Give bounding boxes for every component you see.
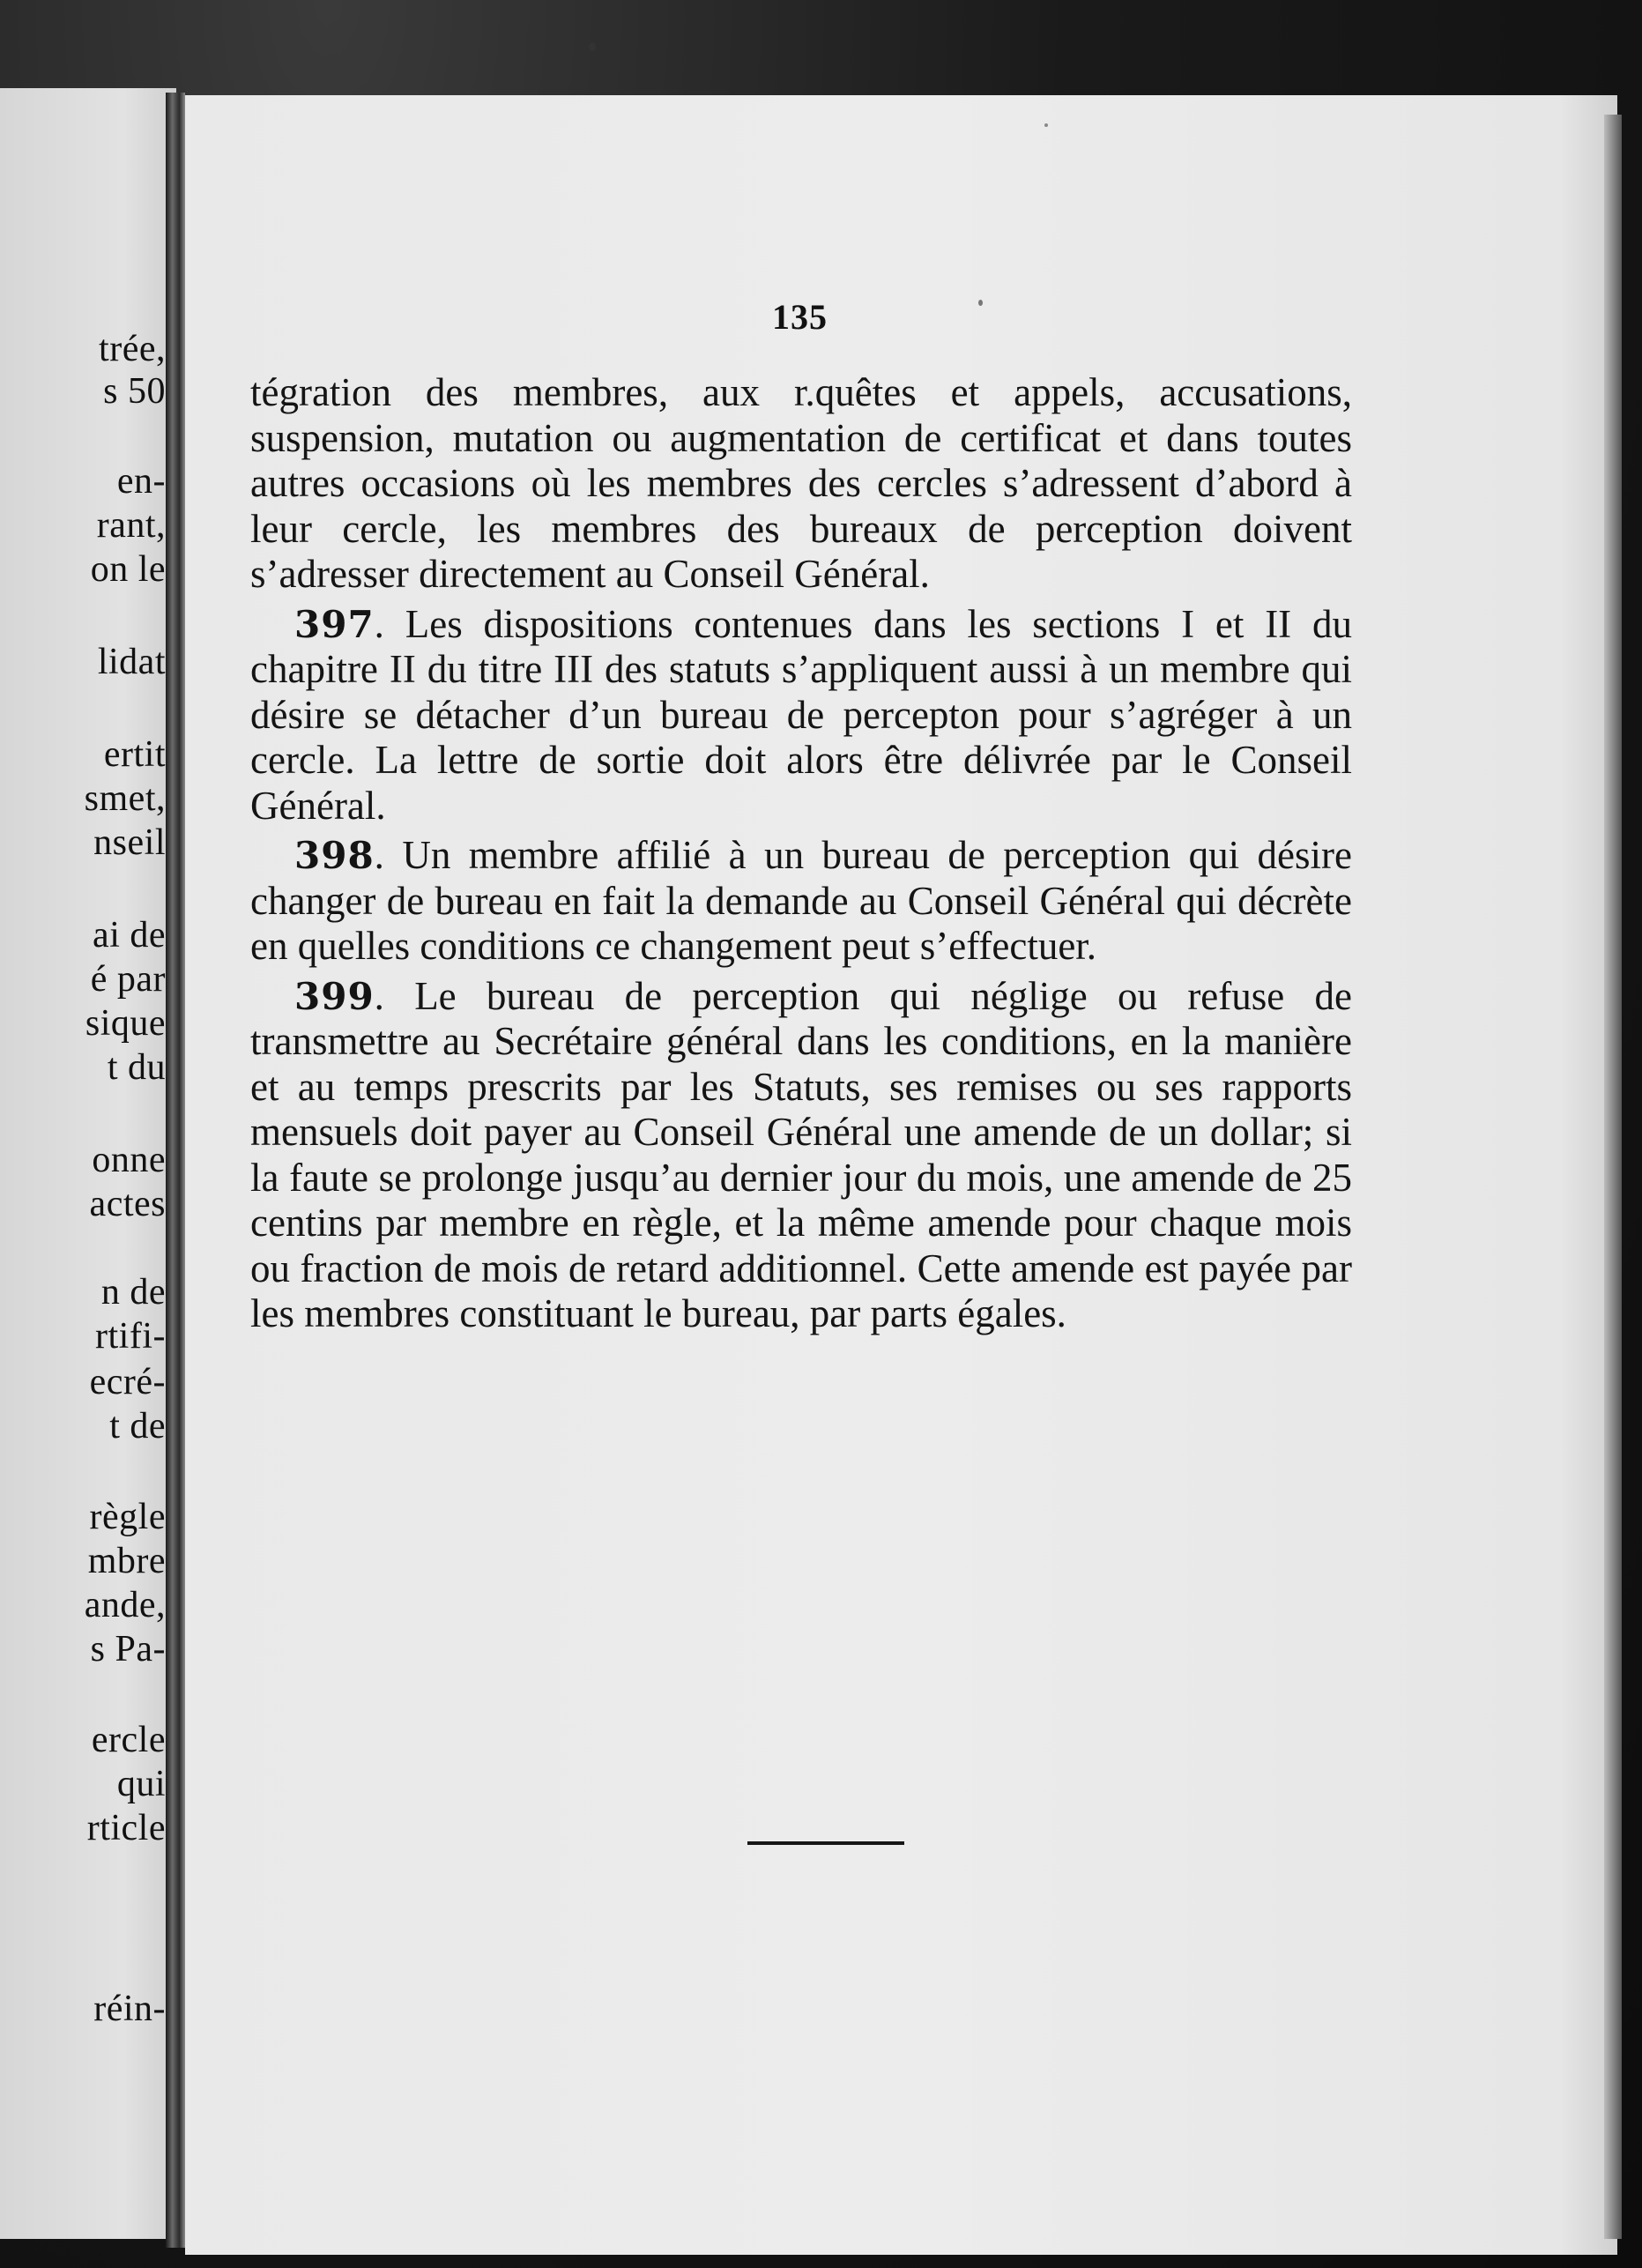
paragraph-text: . Le bureau de perception qui néglige ou refuse de transmettre au Secrétaire général dans les conditions, en la manière et au temps prescrits par les Statuts, ses remises ou ses rapports mensuels doit payer au Conseil Général une amende de un dollar; si la faute se prolonge jusqu’au dernier jour du mois, une amende de 25 centins par membre en règle, et la même amende pour chaque mois ou fraction de mois de retard additionnel. Cette amende est payée par les membres constituant le bureau, par parts égales. bbox=[250, 973, 1352, 1335]
fragment-line: s 50 bbox=[103, 371, 166, 412]
fragment-line: en- bbox=[116, 461, 166, 502]
fragment-line: n de bbox=[100, 1272, 166, 1312]
fragment-line: onne bbox=[92, 1140, 166, 1180]
fragment-line: é par bbox=[90, 959, 166, 1000]
fragment-line: mbre bbox=[87, 1541, 166, 1581]
article-399 bbox=[250, 974, 1352, 1337]
fragment-line: rticle bbox=[86, 1808, 166, 1848]
fragment-line: ai de bbox=[93, 915, 166, 956]
fragment-line: s Pa- bbox=[90, 1629, 166, 1669]
fragment-line: ande, bbox=[84, 1585, 166, 1625]
paragraph-text: . Un membre affilié à un bureau de perception qui désire changer de bureau en fait la demande au Conseil Général qui décrète en quelles conditions ce changement peut s’effectuer. bbox=[250, 833, 1352, 968]
paragraph-text: . Les dispositions contenues dans les sections I et II du chapitre II du titre III des statuts s’appliquent aussi à un membre qui désire se détacher d’un bureau de percepton pour s’agréger à un cercle. La lettre de sortie doit alors être délivrée par le Conseil Général. bbox=[250, 601, 1352, 828]
fragment-line: réin- bbox=[93, 1989, 166, 2029]
fragment-line: ecré- bbox=[89, 1362, 166, 1402]
previous-page-fragment bbox=[0, 88, 176, 2239]
fragment-line: on le bbox=[90, 549, 166, 590]
article-number: 398 bbox=[294, 834, 375, 877]
article-398 bbox=[250, 833, 1352, 970]
page-edge-shadow bbox=[1604, 115, 1622, 2239]
fragment-line: nseil bbox=[93, 822, 166, 863]
fragment-line: t de bbox=[109, 1406, 166, 1446]
book-gutter bbox=[166, 93, 185, 2248]
page-number: 135 bbox=[772, 297, 828, 337]
fragment-line: qui bbox=[116, 1764, 166, 1804]
article-number: 397 bbox=[294, 602, 375, 646]
fragment-line: ercle bbox=[91, 1720, 166, 1760]
fragment-line: ertit bbox=[103, 734, 166, 775]
fragment-line: rant, bbox=[96, 505, 166, 546]
fragment-line: actes bbox=[89, 1184, 166, 1224]
article-number: 399 bbox=[294, 974, 375, 1018]
fragment-line: trée, bbox=[99, 329, 166, 369]
article-397 bbox=[250, 602, 1352, 829]
section-end-rule bbox=[747, 1841, 904, 1845]
fragment-line: t du bbox=[107, 1047, 166, 1088]
dust-speck bbox=[1044, 123, 1048, 127]
paragraph-continuation bbox=[250, 370, 1352, 598]
dust-speck bbox=[589, 42, 596, 51]
fragment-line: lidat bbox=[97, 642, 166, 682]
fragment-line: rtifi- bbox=[95, 1316, 166, 1357]
fragment-line: smet, bbox=[84, 778, 166, 819]
dust-speck bbox=[978, 300, 983, 306]
fragment-line: règle bbox=[89, 1497, 166, 1537]
fragment-line: sique bbox=[85, 1003, 166, 1044]
paragraph-text: tégration des membres, aux r.quêtes et appels, accusations, suspension, mutation ou augmentation de certificat et dans toutes autres occasions où les membres des cercles s’adressent d’abord à leur cercle, les membres des bureaux de perception doivent s’adresser directement au Conseil Général. bbox=[250, 370, 1352, 596]
body-text bbox=[250, 370, 1352, 1342]
